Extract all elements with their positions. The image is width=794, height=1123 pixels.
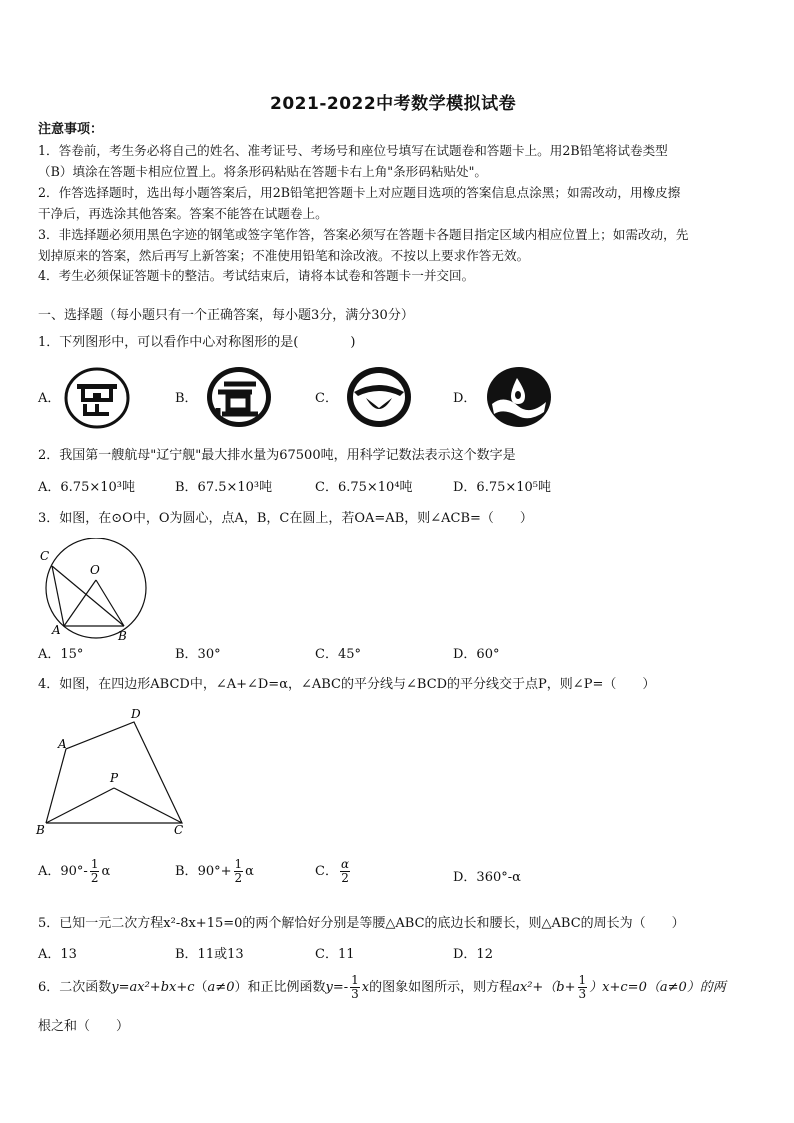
question-5-stem: 5．已知一元二次方程x²-8x+15=0的两个解恰好分别是等腰△ABC的底边长和腰长，则△ABC的周长为（ ） xyxy=(38,916,685,931)
quadrilateral-figure xyxy=(34,704,194,840)
q5-option-c: C．11 xyxy=(315,947,355,962)
q4-option-b-pre: 90°+ xyxy=(197,864,232,879)
q4-option-a-post: α xyxy=(101,864,111,879)
q6-text: 6．二次函数 xyxy=(38,980,112,995)
q6-linear-x: x xyxy=(361,980,370,995)
question-4-stem: 4．如图，在四边形ABCD中，∠A+∠D=α，∠ABC的平分线与∠BCD的平分线交于点P，则∠P=（ ） xyxy=(38,677,656,692)
q1-option-a-label: A． xyxy=(38,391,61,406)
notice-line: （B）填涂在答题卡相应位置上。将条形码粘贴在答题卡右上角"条形码粘贴处"。 xyxy=(38,164,488,179)
point-label-o: O xyxy=(90,563,100,577)
question-3-stem: 3．如图，在⊙O中，O为圆心，点A，B，C在圆上，若OA=AB，则∠ACB=（ ） xyxy=(38,511,533,526)
page-title: 2021-2022中考数学模拟试卷 xyxy=(270,94,517,114)
q5-option-b: B．11或13 xyxy=(175,947,244,962)
q5-option-d: D．12 xyxy=(453,947,493,962)
fraction xyxy=(234,858,244,885)
fraction xyxy=(90,858,100,885)
q3-option-c: C．45° xyxy=(315,647,361,662)
denominator: 2 xyxy=(341,871,349,885)
q6-quadratic: y=ax²+bx+c xyxy=(111,980,195,995)
section-heading: 一、选择题（每小题只有一个正确答案，每小题3分，满分30分） xyxy=(38,308,414,323)
question-6-stem xyxy=(38,974,726,1001)
q4-option-a-label: A． xyxy=(38,864,61,879)
q6-text: ）和正比例函数 xyxy=(234,980,326,995)
point-label-a: A xyxy=(58,737,67,751)
q3-option-a: A．15° xyxy=(38,647,84,662)
q3-option-b: B．30° xyxy=(175,647,221,662)
notice-line: 划掉原来的答案，然后再写上新答案；不准使用铅笔和涂改液。不按以上要求作答无效。 xyxy=(38,248,530,263)
q4-option-d: D．360°-α xyxy=(453,870,521,885)
numerator: α xyxy=(340,857,350,871)
q2-option-c: C．6.75×10⁴吨 xyxy=(315,480,413,495)
q2-option-a: A．6.75×10³吨 xyxy=(38,480,135,495)
q6-equation: ax²+（b+ xyxy=(512,980,576,995)
emblem-d-icon xyxy=(484,364,554,430)
emblem-c-icon xyxy=(344,364,414,430)
numerator: 1 xyxy=(351,973,359,987)
q6-condition: a≠0 xyxy=(207,980,235,995)
denominator: 2 xyxy=(90,871,99,885)
notice-line: 1．答卷前，考生务必将自己的姓名、准考证号、考场号和座位号填写在试题卷和答题卡上。用2B铅笔将试卷类型 xyxy=(38,143,668,158)
circle-figure xyxy=(36,538,148,642)
fraction xyxy=(340,858,350,885)
q4-option-c-label: C． xyxy=(315,864,338,879)
question-2-stem: 2．我国第一艘航母"辽宁舰"最大排水量为67500吨，用科学记数法表示这个数字是 xyxy=(38,448,516,463)
q4-option-c xyxy=(315,858,352,885)
q4-option-b-label: B． xyxy=(175,864,198,879)
q4-option-b xyxy=(175,858,254,885)
notice-line: 2．作答选择题时，选出每小题答案后，用2B铅笔把答题卡上对应题目选项的答案信息点涂黑；如需改动，用橡皮擦 xyxy=(38,185,681,200)
question-1-stem: 1．下列图形中，可以看作中心对称图形的是( ) xyxy=(38,335,356,350)
denominator: 3 xyxy=(578,987,587,1001)
point-label-p: P xyxy=(110,771,119,785)
numerator: 1 xyxy=(234,857,243,871)
q3-option-d: D．60° xyxy=(453,647,500,662)
q6-equation: ）x+c=0（a≠0）的两 xyxy=(589,980,726,995)
q1-option-b-label: B． xyxy=(175,391,198,406)
q6-text: 的图象如图所示，则方程 xyxy=(369,980,513,995)
q6-text: （ xyxy=(194,980,208,995)
notice-line: 4．考生必须保证答题卡的整洁。考试结束后，请将本试卷和答题卡一并交回。 xyxy=(38,268,475,283)
q6-linear: y=- xyxy=(325,980,349,995)
q2-option-d: D．6.75×10⁵吨 xyxy=(453,480,552,495)
q5-option-a: A．13 xyxy=(38,947,77,962)
denominator: 2 xyxy=(234,871,243,885)
point-label-b: B xyxy=(118,629,127,642)
q1-option-d-label: D． xyxy=(453,391,477,406)
fraction xyxy=(578,974,588,1001)
notice-line: 3．非选择题必须用黑色字迹的钢笔或签字笔作答，答案必须写在答题卡各题目指定区域内相应位置上；如需改动，先 xyxy=(38,227,689,242)
q1-option-c-label: C． xyxy=(315,391,338,406)
point-label-d: D xyxy=(131,707,141,721)
denominator: 3 xyxy=(351,987,359,1001)
question-6-line2: 根之和（ ） xyxy=(38,1019,130,1034)
numerator: 1 xyxy=(578,973,587,987)
emblem-a-icon xyxy=(63,366,131,430)
q2-option-b: B．67.5×10³吨 xyxy=(175,480,273,495)
fraction xyxy=(350,974,360,1001)
q4-option-a xyxy=(38,858,110,885)
q4-option-b-post: α xyxy=(245,864,254,879)
q4-option-a-pre: 90°- xyxy=(60,864,88,879)
notice-heading: 注意事项： xyxy=(38,122,104,137)
point-label-a: A xyxy=(52,623,61,637)
numerator: 1 xyxy=(90,857,99,871)
emblem-b-icon xyxy=(204,364,274,430)
point-label-c: C xyxy=(40,549,50,563)
point-label-b: B xyxy=(36,823,45,837)
notice-line: 干净后，再选涂其他答案。答案不能答在试题卷上。 xyxy=(38,206,328,221)
point-label-c: C xyxy=(174,823,184,837)
